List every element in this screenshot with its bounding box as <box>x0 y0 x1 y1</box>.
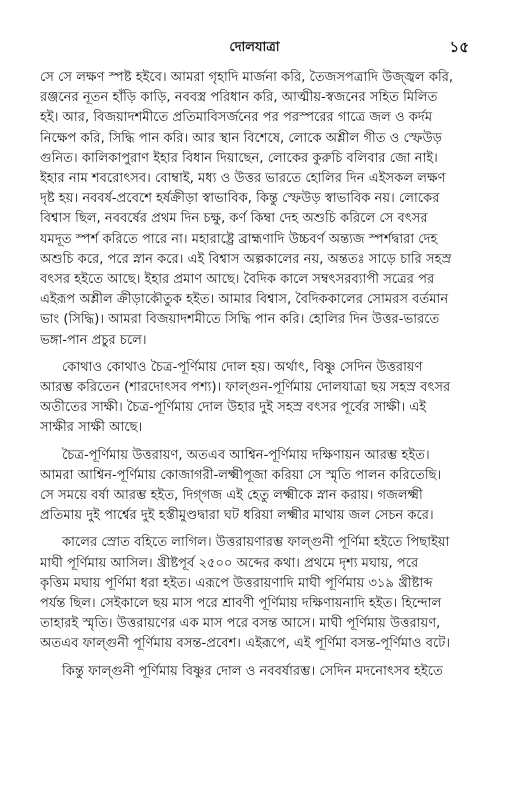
text-line: নিক্ষেপ করি, সিদ্ধি পান করি। আর স্থান বিশেষে, লোকে অশ্লীল গীত ও স্ফেউড় <box>40 130 443 146</box>
text-line: যমদূত স্পর্শ করিতে পারে না। মহারাষ্ট্রে ব্রাহ্মণাদি উচ্চবর্ণ অন্ত্যজ স্পর্শদ্বারা দেহ <box>40 231 438 247</box>
text-line: আমরা আশ্বিন-পূর্ণিমায় কোজাগরী-লক্ষ্মীপূজা করিয়া সে স্মৃতি পালন করিতেছি। <box>40 467 442 483</box>
text-line: অশুচি করে, পরে স্নান করে। এই বিশ্বাস অল্পকালের নয়, অন্ততঃ সাড়ে চারি সহস্র <box>40 251 452 267</box>
text-line: তাহারই স্মৃতি। উত্তরায়ণের এক মাস পরে বসন্ত আসে। মাঘী পূর্ণিমায় উত্তরায়ণ, <box>40 616 441 632</box>
paragraph <box>40 68 477 351</box>
text-line: ভাং (সিদ্ধি)। আমরা বিজয়াদশমীতে সিদ্ধি পান করি। হোলির দিন উত্তর-ভারতে <box>40 312 440 328</box>
text-line: পর্যন্ত ছিল। সেইকালে ছয় মাস পরে শ্রাবণী পূর্ণিমায় দক্ষিণায়নাদি হইত। হিন্দোল <box>40 596 442 612</box>
paragraph <box>40 446 477 527</box>
text-line: সে সে লক্ষণ স্পষ্ট হইবে। আমরা গৃহাদি মার্জনা করি, তৈজসপত্রাদি উজ্জ্বল করি, <box>40 70 454 85</box>
paragraph <box>40 533 477 654</box>
text-line: কোথাও কোথাও চৈত্র-পূর্ণিমায় দোল হয়। অর্থাৎ, বিষ্ণু সেদিন উত্তরায়ণ <box>62 359 423 375</box>
body-text <box>40 68 477 689</box>
text-line: দৃষ্ট হয়। নববর্ষ-প্রবেশে হর্ষক্রীড়া স্বাভাবিক, কিন্তু স্ফেউড় স্বাভাবিক নয়। লোকের <box>40 191 440 207</box>
text-line: বৎসর হইতে আছে। ইহার প্রমাণ আছে। বৈদিক কালে সম্বৎসরব্যাপী সত্রের পর <box>40 272 435 288</box>
page-number: ১৫ <box>449 38 469 56</box>
text-line: সাক্ষীর সাক্ষী আছে। <box>40 420 143 436</box>
paragraph <box>40 358 477 439</box>
text-line: অতএব ফাল্গুনী পূর্ণিমায় বসন্ত-প্রবেশ। এইরূপে, এই পূর্ণিমা বসন্ত-পূর্ণিমাও বটে। <box>40 636 451 652</box>
text-line: এইরূপ অশ্লীল ক্রীড়াকৌতুক হইত। আমার বিশ্বাস, বৈদিককালের সোমরস বর্তমান <box>40 292 449 308</box>
text-line: কৃত্তিম মঘায় পূর্ণিমা ধরা হইত। এরূপে উত্তরায়ণাদি মাঘী পূর্ণিমায় ৩১৯ খ্রীষ্টাব্দ <box>40 575 433 591</box>
text-line: বিশ্বাস ছিল, নববর্ষের প্রথম দিন চক্ষু, কর্ণ কিম্বা দেহ অশুচি করিলে সে বৎসর <box>40 211 428 227</box>
text-line: কিন্তু ফাল্গুনী পূর্ণিমায় বিষ্ণুর দোল ও নববর্ষারম্ভ। সেদিন মদনোৎসব হইতে <box>62 663 443 679</box>
text-line: মাঘী পূর্ণিমায় আসিল। খ্রীষ্টপূর্ব ২৫০০ অব্দের কথা। প্রথমে দৃশ্য মঘায়, পরে <box>40 555 419 571</box>
text-line: রঞ্জনের নূতন হাঁড়ি কাড়ি, নববস্ত্র পরিধান করি, আত্মীয়-স্বজনের সহিত মিলিত <box>40 90 438 106</box>
text-line: অতীতের সাক্ষী। চৈত্র-পূর্ণিমায় দোল উহার দুই সহস্র বৎসর পূর্বের সাক্ষী। এই <box>40 400 427 416</box>
text-line: চৈত্র-পূর্ণিমায় উত্তরায়ণ, অতএব আশ্বিন-পূর্ণিমায় দক্ষিণায়ন আরম্ভ হইত। <box>62 447 430 463</box>
text-line: কালের স্রোত বহিতে লাগিল। উত্তরায়ণারম্ভ ফাল্গুনী পূর্ণিমা হইতে পিছাইয়া <box>62 535 450 551</box>
page-header <box>0 36 509 60</box>
text-line: প্রতিমায় দুই পার্শ্বের দুই হস্তীমুণ্ডদ্বারা ঘট ধরিয়া লক্ষ্মীর মাথায় জল সেচন করে। <box>40 508 434 524</box>
text-line: সে সময়ে বর্ষা আরম্ভ হইত, দিগ্‌গজ এই হেতু লক্ষ্মীকে স্নান করায়। গজলক্ষ্মী <box>40 488 423 504</box>
running-title: দোলযাত্রা <box>229 40 280 55</box>
text-line: আরম্ভ করিতেন (শারদোৎসব পশ্য)। ফাল্গুন-পূর্ণিমায় দোলযাত্রা ছয় সহস্র বৎসর <box>40 380 451 396</box>
paragraph <box>40 662 477 682</box>
text-line: হই। আর, বিজয়াদশমীতে প্রতিমাবিসর্জনের পর পরস্পরের গাত্রে জল ও কর্দম <box>40 110 433 126</box>
text-line: গুনিত। কালিকাপুরাণ ইহার বিধান দিয়াছেন, লোকের কুরুচি বলিবার জো নাই। <box>40 150 438 166</box>
text-line: ভঙ্গা-পান প্রচুর চলে। <box>40 332 147 348</box>
text-line: ইহার নাম শবরোৎসব। বোম্বাই, মধ্য ও উত্তর ভারতে হোলির দিন এইসকল লক্ষণ <box>40 171 446 187</box>
